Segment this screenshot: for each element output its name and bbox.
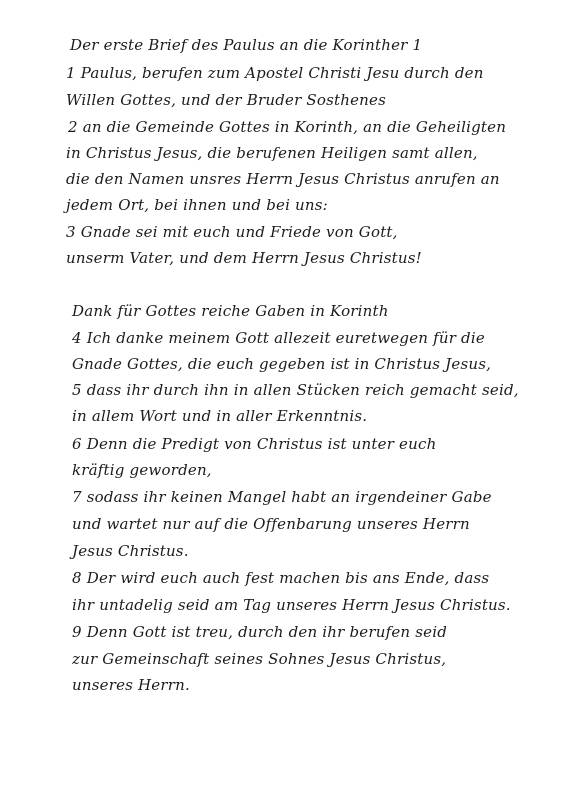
text-line: 4 Ich danke meinem Gott allezeit euretwegen für die — [72, 329, 485, 347]
text-line: unserm Vater, und dem Herrn Jesus Christus! — [66, 249, 422, 267]
text-line: 2 an die Gemeinde Gottes in Korinth, an die Geheiligten — [68, 118, 507, 136]
text-line: ihr untadelig seid am Tag unseres Herrn Jesus Christus. — [72, 596, 511, 614]
text-line: 1 Paulus, berufen zum Apostel Christi Jesu durch den — [66, 64, 484, 82]
text-line: Jesus Christus. — [72, 542, 189, 560]
text-line: 8 Der wird euch auch fest machen bis ans Ende, dass — [72, 569, 490, 587]
text-line: unseres Herrn. — [72, 676, 190, 694]
text-line: in allem Wort und in aller Erkenntnis. — [72, 407, 368, 425]
text-line: Gnade Gottes, die euch gegeben ist in Christus Jesus, — [72, 355, 492, 373]
text-line: 5 dass ihr durch ihn in allen Stücken reich gemacht seid, — [72, 381, 519, 399]
text-line: und wartet nur auf die Offenbarung unseres Herrn — [72, 515, 470, 533]
text-line: kräftig geworden, — [72, 461, 212, 479]
text-line: zur Gemeinschaft seines Sohnes Jesus Christus, — [72, 650, 447, 668]
text-line: 6 Denn die Predigt von Christus ist unter euch — [72, 435, 437, 453]
text-line: jedem Ort, bei ihnen und bei uns: — [66, 196, 328, 214]
text-line: Willen Gottes, und der Bruder Sosthenes — [66, 91, 387, 109]
text-line: 3 Gnade sei mit euch und Friede von Gott, — [66, 223, 398, 241]
section-heading-line: Dank für Gottes reiche Gaben in Korinth — [72, 302, 389, 320]
text-line: 7 sodass ihr keinen Mangel habt an irgendeiner Gabe — [72, 488, 492, 506]
text-line: 9 Denn Gott ist treu, durch den ihr berufen seid — [72, 623, 448, 641]
text-line: die den Namen unsres Herrn Jesus Christus anrufen an — [66, 170, 500, 188]
text-line: in Christus Jesus, die berufenen Heiligen samt allen, — [66, 144, 478, 162]
heading-line: Der erste Brief des Paulus an die Korinther 1 — [70, 36, 423, 54]
